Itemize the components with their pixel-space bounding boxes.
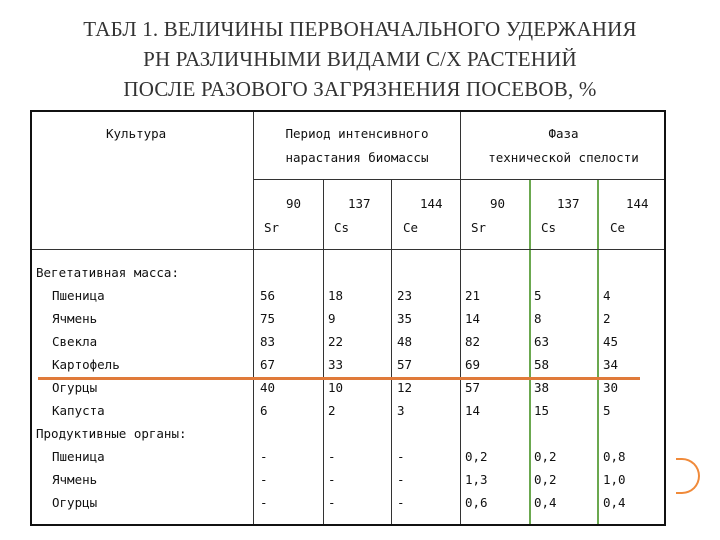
decorative-arc — [676, 458, 700, 494]
value-cell: 14 — [465, 403, 481, 418]
value-cell: 4 — [603, 288, 611, 303]
value-cell: 0,4 — [603, 495, 626, 510]
value-cell: 23 — [397, 288, 413, 303]
value-cell: 58 — [534, 357, 550, 372]
value-cell: - — [397, 449, 405, 464]
value-cell: 48 — [397, 334, 413, 349]
value-cell: 0,4 — [534, 495, 557, 510]
crop-name: Ячмень — [52, 472, 98, 487]
value-cell: 21 — [465, 288, 481, 303]
value-cell: 22 — [328, 334, 344, 349]
column-divider — [391, 180, 392, 524]
value-cell: 30 — [603, 380, 619, 395]
value-cell: 75 — [260, 311, 276, 326]
value-cell: 5 — [603, 403, 611, 418]
isotope-mass: 144 — [626, 196, 649, 211]
value-cell: 34 — [603, 357, 619, 372]
isotope-mass: 137 — [557, 196, 580, 211]
value-cell: 15 — [534, 403, 550, 418]
value-cell: 2 — [603, 311, 611, 326]
value-cell: 5 — [534, 288, 542, 303]
crop-name: Капуста — [52, 403, 105, 418]
value-cell: - — [260, 495, 268, 510]
crop-name: Пшеница — [52, 449, 105, 464]
header-phase-line-1: Фаза — [548, 126, 579, 141]
value-cell: 45 — [603, 334, 619, 349]
value-cell: 82 — [465, 334, 481, 349]
value-cell: 40 — [260, 380, 276, 395]
value-cell: 33 — [328, 357, 344, 372]
value-cell: 69 — [465, 357, 481, 372]
title-line-1: ТАБЛ 1. ВЕЛИЧИНЫ ПЕРВОНАЧАЛЬНОГО УДЕРЖАНИЯ — [83, 17, 637, 41]
value-cell: 57 — [465, 380, 481, 395]
header-period-line-1: Период интенсивного — [285, 126, 429, 141]
value-cell: 0,2 — [534, 449, 557, 464]
value-cell: 1,0 — [603, 472, 626, 487]
value-cell: 10 — [328, 380, 344, 395]
title-line-3: ПОСЛЕ РАЗОВОГО ЗАГРЯЗНЕНИЯ ПОСЕВОВ, % — [123, 77, 597, 101]
header-divider — [32, 249, 664, 250]
table-document — [30, 110, 666, 526]
value-cell: - — [328, 449, 336, 464]
value-cell: 38 — [534, 380, 550, 395]
isotope-symbol: Cs — [334, 220, 350, 235]
crop-name: Картофель — [52, 357, 120, 372]
isotope-mass: 137 — [348, 196, 371, 211]
crop-name: Огурцы — [52, 380, 98, 395]
column-divider — [597, 180, 599, 524]
highlight-line — [38, 377, 640, 380]
crop-name: Огурцы — [52, 495, 98, 510]
value-cell: 83 — [260, 334, 276, 349]
value-cell: - — [397, 472, 405, 487]
value-cell: 3 — [397, 403, 405, 418]
group-heading: Вегетативная масса: — [36, 265, 179, 280]
column-divider — [323, 180, 324, 524]
value-cell: 57 — [397, 357, 413, 372]
title-line-2: РН РАЗЛИЧНЫМИ ВИДАМИ С/Х РАСТЕНИЙ — [143, 47, 577, 71]
value-cell: 67 — [260, 357, 276, 372]
header-period-line-2: нарастания биомассы — [285, 150, 429, 165]
header-divider — [253, 179, 664, 180]
slide-title — [0, 14, 720, 104]
column-divider — [529, 180, 531, 524]
value-cell: 0,6 — [465, 495, 488, 510]
value-cell: 18 — [328, 288, 344, 303]
crop-name: Пшеница — [52, 288, 105, 303]
value-cell: - — [260, 472, 268, 487]
header-phase-line-2: технической спелости — [488, 150, 639, 165]
value-cell: 8 — [534, 311, 542, 326]
crop-name: Ячмень — [52, 311, 98, 326]
value-cell: 12 — [397, 380, 413, 395]
value-cell: 56 — [260, 288, 276, 303]
value-cell: 0,2 — [534, 472, 557, 487]
isotope-symbol: Ce — [403, 220, 419, 235]
value-cell: - — [328, 495, 336, 510]
group-heading: Продуктивные органы: — [36, 426, 187, 441]
value-cell: 9 — [328, 311, 336, 326]
isotope-symbol: Cs — [541, 220, 557, 235]
value-cell: - — [260, 449, 268, 464]
value-cell: 14 — [465, 311, 481, 326]
value-cell: 35 — [397, 311, 413, 326]
value-cell: - — [397, 495, 405, 510]
isotope-symbol: Sr — [471, 220, 487, 235]
value-cell: 63 — [534, 334, 550, 349]
isotope-mass: 90 — [490, 196, 506, 211]
value-cell: 2 — [328, 403, 336, 418]
header-culture: Культура — [106, 126, 167, 141]
isotope-mass: 144 — [420, 196, 443, 211]
column-divider — [253, 112, 254, 524]
isotope-symbol: Sr — [264, 220, 280, 235]
crop-name: Свекла — [52, 334, 98, 349]
isotope-mass: 90 — [286, 196, 302, 211]
value-cell: 6 — [260, 403, 268, 418]
value-cell: 0,8 — [603, 449, 626, 464]
column-divider — [460, 112, 461, 524]
isotope-symbol: Ce — [610, 220, 626, 235]
value-cell: 0,2 — [465, 449, 488, 464]
value-cell: - — [328, 472, 336, 487]
value-cell: 1,3 — [465, 472, 488, 487]
